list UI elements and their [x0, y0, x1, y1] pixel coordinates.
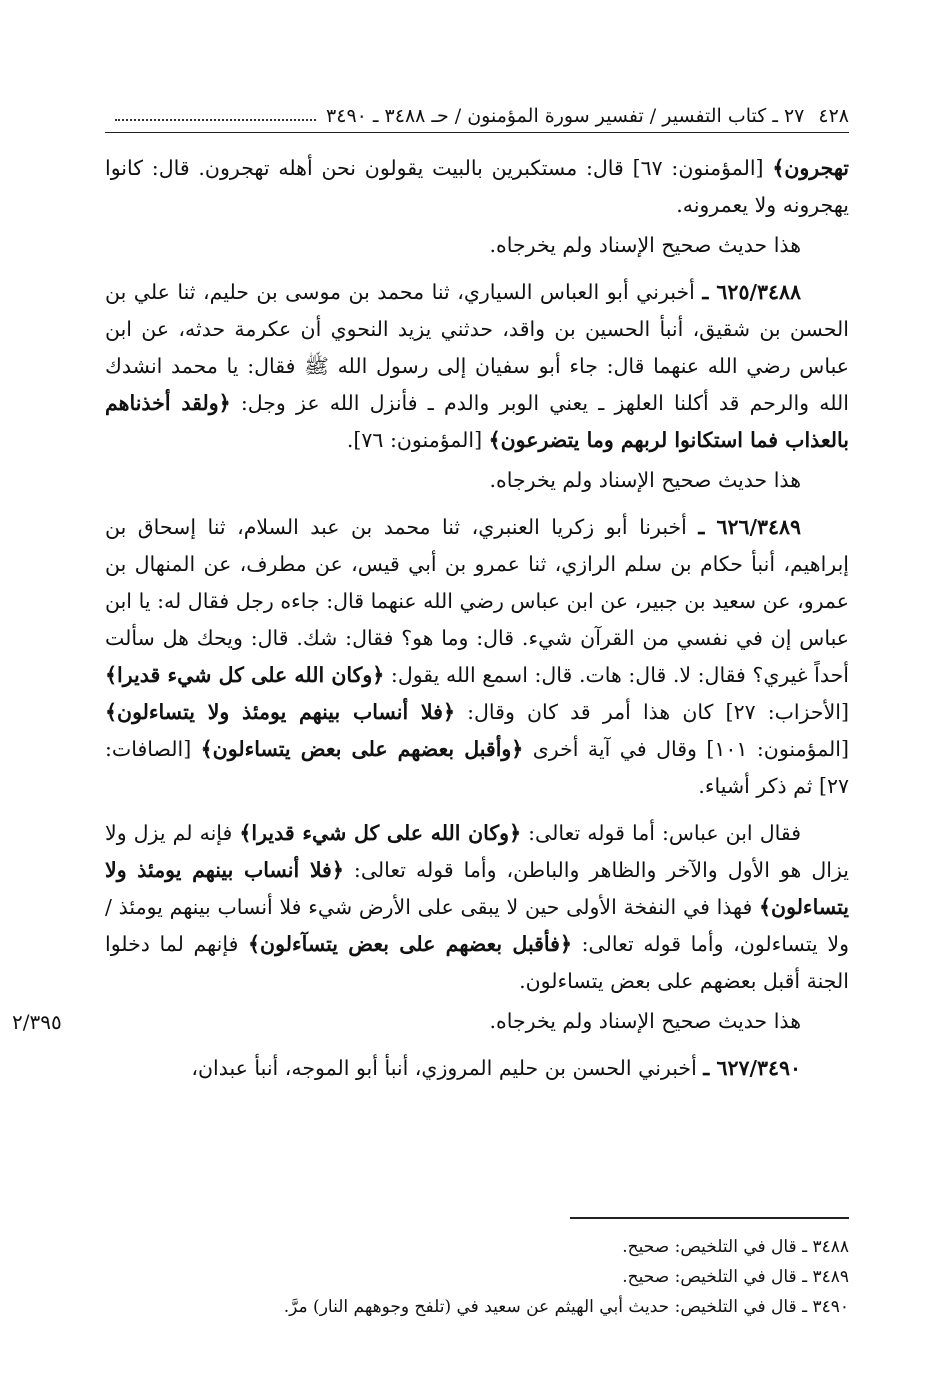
ibn-abbas-explanation	[105, 815, 849, 1000]
margin-reference: ٢/٣٩٥	[12, 1010, 62, 1034]
header-dot-leader	[115, 119, 316, 121]
footnote-item: ٣٤٨٩ ـ قال في التلخيص: صحيح.	[622, 1267, 849, 1287]
quran-quote: ﴿وأقبل بعضهم على بعض يتساءلون﴾	[200, 737, 524, 761]
paragraph-text: فقال ابن عباس: أما قوله تعالى:	[521, 821, 801, 845]
verdict-line: هذا حديث صحيح الإسناد ولم يخرجاه.	[489, 468, 801, 492]
quran-quote: ﴿فأقبل بعضهم على بعض يتسآءلون﴾	[248, 932, 572, 956]
verdict-line: هذا حديث صحيح الإسناد ولم يخرجاه.	[489, 1009, 801, 1033]
hadith-text: [الأحزاب: ٢٧] كان هذا أمر قد كان وقال:	[454, 700, 849, 724]
paragraph-continuation	[105, 150, 849, 224]
hadith-number: ٦٢٧/٣٤٩٠ ـ	[703, 1056, 801, 1080]
hadith-text: [الصافات: ٢٧] ثم ذكر أشياء.	[105, 737, 849, 798]
footnote-divider	[570, 1217, 849, 1219]
paragraph-text: فإنهم لما دخلوا الجنة أقبل بعضهم على بعض يتساءلون.	[105, 932, 849, 993]
paragraph-text: [المؤمنون: ٦٧] قال: مستكبرين بالبيت يقولون نحن أهله تهجرون. قال: كانوا يهجرونه ولا يعمرونه.	[105, 156, 849, 217]
running-header	[105, 100, 849, 133]
quran-quote: تهجرون﴾	[772, 156, 849, 180]
hadith-3490	[105, 1050, 849, 1087]
footnote-item: ٣٤٩٠ ـ قال في التلخيص: حديث أبي الهيثم عن سعيد في (تلفح وجوههم النار) مرَّ.	[283, 1297, 849, 1317]
hadith-3489	[105, 509, 849, 805]
paragraph-text: فهذا في النفخة الأولى حين لا يبقى على الأرض شيء فلا أنساب بينهم يومئذ / ولا يتساءلون، وأما قوله تعالى:	[105, 895, 849, 956]
hadith-text: أخبرنا أبو زكريا العنبري، ثنا محمد بن عبد السلام، ثنا إسحاق بن إبراهيم، أنبأ حكام بن سلم الرازي، ثنا عمرو بن أبي قيس، عن مطرف، عن المنهال بن عمرو، عن سعيد بن جبير، عن ابن عباس رضي الله عنهما قال: جاءه رجل فقال له: يا ابن عباس إن في نفسي من القرآن شيء. قال: وما هو؟ فقال: شك. قال: ويحك هل سألت أحداً غيري؟ فقال: لا. قال: هات. قال: اسمع الله يقول:	[105, 515, 849, 687]
page-number: ٤٢٨	[818, 105, 849, 127]
quran-quote: ﴿ولقد أخذناهم بالعذاب فما استكانوا لربهم وما يتضرعون﴾	[105, 391, 849, 452]
hadith-text: [المؤمنون: ١٠١] وقال في آية أخرى	[523, 737, 849, 761]
quran-quote: ﴿فلا أنساب بينهم يومئذ ولا يتساءلون﴾	[105, 858, 849, 919]
hadith-text: [المؤمنون: ٧٦].	[346, 428, 489, 452]
verdict-line: هذا حديث صحيح الإسناد ولم يخرجاه.	[489, 233, 801, 257]
hadith-text: أخبرني أبو العباس السياري، ثنا محمد بن موسى بن حليم، ثنا علي بن الحسن بن شقيق، أنبأ الحسين بن واقد، حدثني يزيد النحوي أن عكرمة حدثه، عن ابن عباس رضي الله عنهما قال: جاء أبو سفيان إلى رسول الله ﷺ فقال: يا محمد انشدك الله والرحم قد أكلنا العلهز ـ يعني الوبر والدم ـ فأنزل الله عز وجل:	[105, 280, 849, 415]
footnote-item: ٣٤٨٨ ـ قال في التلخيص: صحيح.	[622, 1237, 849, 1257]
quran-quote: ﴿فلا أنساب بينهم يومئذ ولا يتساءلون﴾	[105, 700, 455, 724]
hadith-3488	[105, 274, 849, 459]
main-text	[105, 150, 849, 1087]
hadith-number: ٦٢٦/٣٤٨٩ ـ	[698, 515, 801, 539]
hadith-text: أخبرني الحسن بن حليم المروزي، أنبأ أبو الموجه، أنبأ عبدان،	[191, 1056, 704, 1080]
quran-quote: ﴿وكان الله على كل شيء قديرا﴾	[239, 821, 522, 845]
running-title: ٢٧ ـ كتاب التفسير / تفسير سورة المؤمنون / حـ ٣٤٨٨ ـ ٣٤٩٠	[326, 105, 805, 127]
quran-quote: ﴿وكان الله على كل شيء قديرا﴾	[105, 663, 385, 687]
hadith-number: ٦٢٥/٣٤٨٨ ـ	[702, 280, 801, 304]
footnotes	[105, 1232, 849, 1322]
paragraph-text: فإنه لم يزل ولا يزال هو الأول والآخر والظاهر والباطن، وأما قوله تعالى:	[105, 821, 849, 882]
